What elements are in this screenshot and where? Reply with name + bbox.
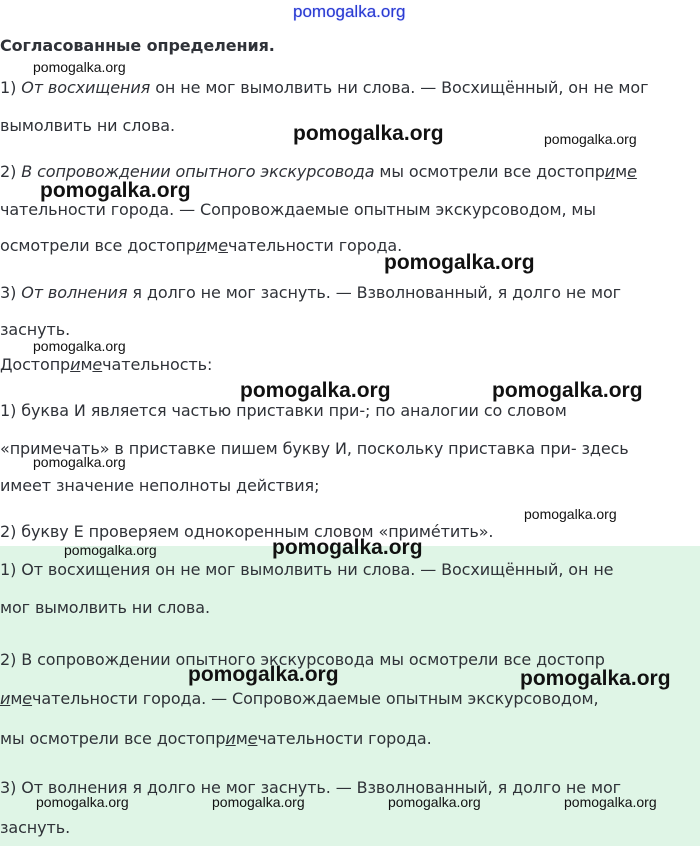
watermark: pomogalka.org — [36, 794, 129, 810]
rule-1-line-2: «примечать» в приставке пишем букву И, поскольку приставка при- здесь — [0, 439, 629, 458]
example-2-line-1: 2) В сопровождении опытного экскурсовода мы осмотрели все достоприме — [0, 162, 637, 181]
watermark: pomogalka.org — [520, 667, 671, 690]
word-heading: Достопримечательность: — [0, 355, 213, 374]
rule-1-line-3: имеет значение неполноты действия; — [0, 476, 320, 495]
rule-1-line-1: 1) буква И является частью приставки при-; по аналогии со словом — [0, 401, 567, 420]
watermark: pomogalka.org — [33, 454, 126, 470]
answer-2-line-2: имечательности города. — Сопровождаемые опытным экскурсоводом, — [0, 689, 599, 708]
watermark: pomogalka.org — [40, 179, 191, 202]
answer-1-line-1: 1) От восхищения он не мог вымолвить ни слова. — Восхищённый, он не — [0, 560, 614, 579]
answer-3-line-2: заснуть. — [0, 818, 71, 837]
watermark: pomogalka.org — [564, 794, 657, 810]
answer-1-line-2: мог вымолвить ни слова. — [0, 598, 210, 617]
answer-2-line-3: мы осмотрели все достопримечательности города. — [0, 729, 432, 748]
watermark: pomogalka.org — [33, 338, 126, 354]
watermark: pomogalka.org — [524, 506, 617, 522]
example-3-line-1: 3) От волнения я долго не мог заснуть. — Взволнованный, я долго не мог — [0, 283, 621, 302]
watermark: pomogalka.org — [212, 794, 305, 810]
watermark: pomogalka.org — [384, 251, 535, 274]
top-watermark: pomogalka.org — [293, 2, 406, 21]
watermark: pomogalka.org — [388, 794, 481, 810]
watermark: pomogalka.org — [240, 379, 391, 402]
watermark: pomogalka.org — [64, 542, 157, 558]
section-title: Согласованные определения. — [0, 36, 275, 55]
watermark: pomogalka.org — [272, 536, 423, 559]
watermark: pomogalka.org — [293, 122, 444, 145]
example-2-line-2: чательности города. — Сопровождаемые опытным экскурсоводом, мы — [0, 200, 596, 219]
answer-2-line-1: 2) В сопровождении опытного экскурсовода мы осмотрели все достопр — [0, 650, 605, 669]
rule-2-line: 2) букву Е проверяем однокоренным словом «примéтить». — [0, 522, 494, 541]
watermark: pomogalka.org — [33, 59, 126, 75]
watermark: pomogalka.org — [492, 379, 643, 402]
watermark: pomogalka.org — [544, 131, 637, 147]
example-3-line-2: заснуть. — [0, 320, 71, 339]
example-1-line-1: 1) От восхищения он не мог вымолвить ни слова. — Восхищённый, он не мог — [0, 78, 649, 97]
example-1-line-2: вымолвить ни слова. — [0, 116, 175, 135]
watermark: pomogalka.org — [188, 663, 339, 686]
answer-3-line-1: 3) От волнения я долго не мог заснуть. — Взволнованный, я долго не мог — [0, 778, 621, 797]
example-2-line-3: осмотрели все достопримечательности города. — [0, 236, 403, 255]
